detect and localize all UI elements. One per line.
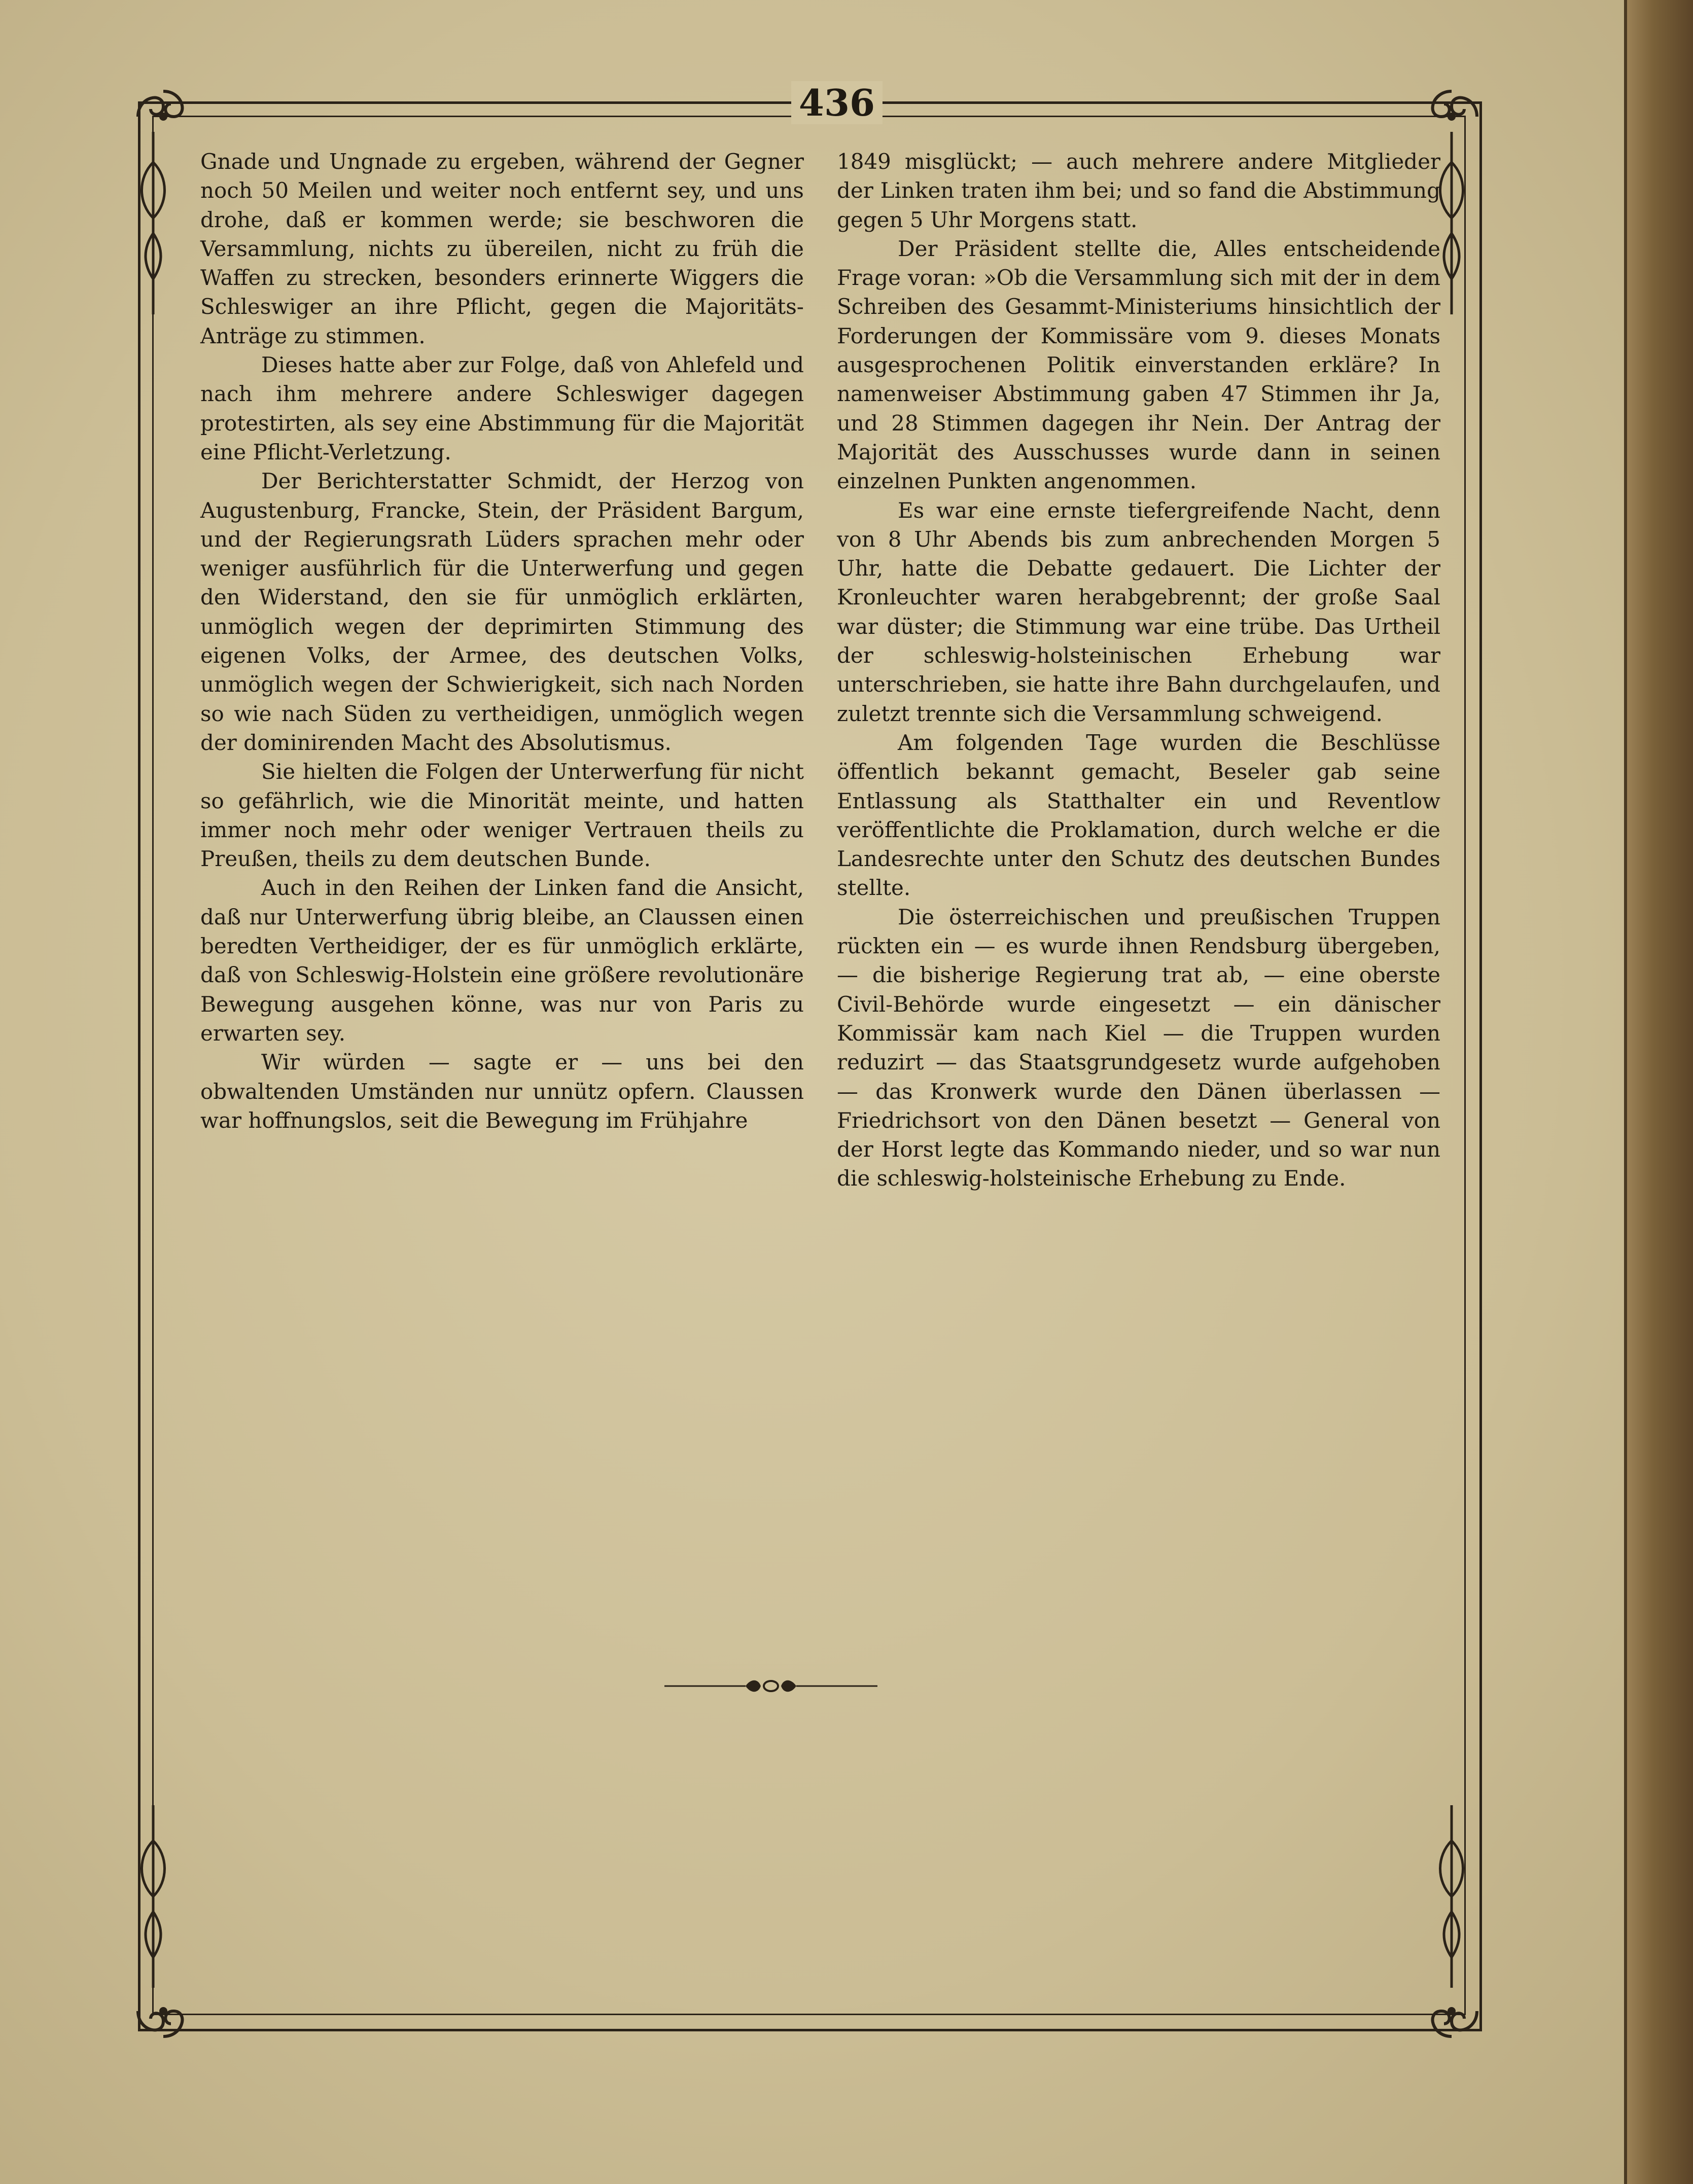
paragraph: Gnade und Ungnade zu ergeben, während der Gegner noch 50 Meilen und weiter noch entfernt sey, und uns drohe, daß er kommen werde; sie beschworen die Versammlung, nichts zu übereilen, nicht zu früh die Waffen zu strecken, besonders erinnerte Wiggers die Schleswiger an ihre Pflicht, gegen die Majoritäts-Anträge zu stimmen.	[200, 149, 804, 348]
paragraph: Der Berichterstatter Schmidt, der Herzog von Augustenburg, Francke, Stein, der Präsident Bargum, und der Regierungsrath Lüders sprachen mehr oder weniger ausführlich für die Unterwerfung und gegen den Widerstand, den sie für unmöglich erklärten, unmöglich wegen der deprimirten Stimmung des eigenen Volks, der Armee, des deutschen Volks, unmöglich wegen der Schwierigkeit, sich nach Norden so wie nach Süden zu vertheidigen, unmöglich wegen der dominirenden Macht des Absolutismus.	[200, 469, 804, 755]
paragraph: Dieses hatte aber zur Folge, daß von Ahlefeld und nach ihm mehrere andere Schleswiger dagegen protestirten, als sey eine Abstimmung für die Majorität eine Pflicht-Verletzung.	[200, 352, 804, 464]
paragraph: Es war eine ernste tiefergreifende Nacht, denn von 8 Uhr Abends bis zum anbrechenden Morgen 5 Uhr, hatte die Debatte gedauert. Die Lichter der Kronleuchter waren herabgebrennt; der große Saal war düster; die Stimmung war eine trübe. Das Urtheil der schleswig-holsteinischen Erhebung war unterschrieben, sie hatte ihre Bahn durchgelaufen, und zuletzt trennte sich die Versammlung schweigend.	[837, 497, 1440, 726]
page-binding-edge	[1624, 0, 1627, 2184]
corner-ornament-bottom-left	[133, 1981, 194, 2042]
text-column-left	[200, 147, 804, 1135]
paragraph: Wir würden — sagte er — uns bei den obwaltenden Umständen nur unnütz opfern. Claussen war hoffnungslos, seit die Bewegung im Frühjahre	[200, 1050, 804, 1133]
side-ornament-left-bottom	[133, 1805, 173, 1988]
paragraph: Auch in den Reihen der Linken fand die Ansicht, daß nur Unterwerfung übrig bleibe, an Claussen einen beredten Vertheidiger, der es für unmöglich erklärte, daß von Schleswig-Holstein eine größere revolutionäre Bewegung ausgehen könne, was nur von Paris zu erwarten sey.	[200, 875, 804, 1046]
text-column-right	[837, 147, 1440, 1193]
paragraph: Die österreichischen und preußischen Truppen rückten ein — es wurde ihnen Rendsburg übergeben, — die bisherige Regierung trat ab, — eine oberste Civil-Behörde wurde eingesetzt — ein dänischer Kommissär kam nach Kiel — die Truppen wurden reduzirt — das Staatsgrundgesetz wurde aufgehoben — das Kronwerk wurde den Dänen überlassen — Friedrichsort von den Dänen besetzt — General von der Horst legte das Kommando nieder, und so war nun die schleswig-holsteinische Erhebung zu Ende.	[837, 904, 1440, 1191]
divider-ornament	[664, 1673, 877, 1699]
paragraph: Am folgenden Tage wurden die Beschlüsse öffentlich bekannt gemacht, Beseler gab seine Entlassung als Statthalter ein und Reventlow veröffentlichte die Proklamation, durch welche er die Landesrechte unter den Schutz des deutschen Bundes stellte.	[837, 730, 1440, 901]
page-edge-shadow	[1627, 0, 1693, 2184]
paragraph: Der Präsident stellte die, Alles entscheidende Frage voran: »Ob die Versammlung sich mit der in dem Schreiben des Gesammt-Ministeriums hinsichtlich der Forderungen der Kommissäre vom 9. dieses Monats ausgesprochenen Politik einverstanden erkläre? In namenweiser Abstimmung gaben 47 Stimmen ihr Ja, und 28 Stimmen dagegen ihr Nein. Der Antrag der Majorität des Ausschusses wurde dann in seinen einzelnen Punkten angenommen.	[837, 236, 1440, 494]
paragraph: Sie hielten die Folgen der Unterwerfung für nicht so gefährlich, wie die Minorität meinte, und hatten immer noch mehr oder weniger Vertrauen theils zu Preußen, theils zu dem deutschen Bunde.	[200, 759, 804, 872]
page-number: 436	[791, 81, 883, 124]
side-ornament-left-top	[133, 132, 173, 314]
paragraph: 1849 misglückt; — auch mehrere andere Mitglieder der Linken traten ihm bei; und so fand die Abstimmung gegen 5 Uhr Morgens statt.	[837, 149, 1440, 232]
corner-ornament-bottom-right	[1421, 1981, 1482, 2042]
side-ornament-right-bottom	[1431, 1805, 1472, 1988]
